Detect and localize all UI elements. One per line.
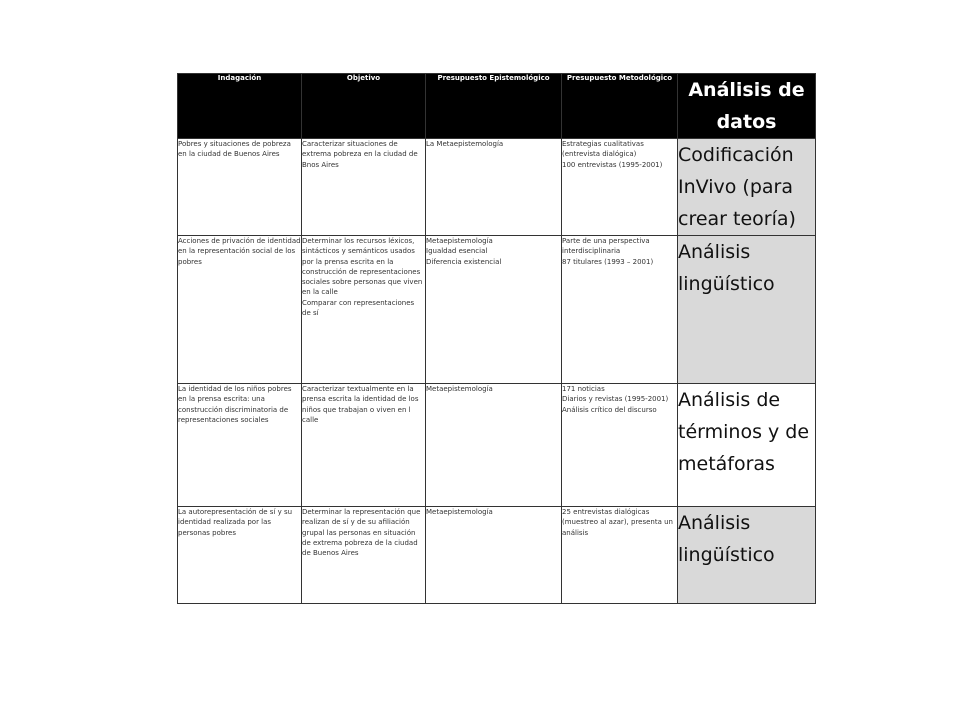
header-indagacion: Indagación	[178, 74, 302, 139]
cell-indagacion: La autorepresentación de sí y su identidad realizada por las personas pobres	[178, 507, 302, 604]
header-objetivo: Objetivo	[302, 74, 426, 139]
cell-epistemologico: Metaepistemología	[426, 507, 562, 604]
cell-objetivo: Caracterizar situaciones de extrema pobreza en la ciudad de Bnos Aires	[302, 139, 426, 236]
cell-indagacion: Pobres y situaciones de pobreza en la ciudad de Buenos Aires	[178, 139, 302, 236]
header-metodologico: Presupuesto Metodológico	[562, 74, 678, 139]
header-row	[178, 74, 816, 139]
cell-indagacion: La identidad de los niños pobres en la prensa escrita: una construcción discriminatoria de representaciones sociales	[178, 384, 302, 507]
cell-metodologico: Parte de una perspectiva interdisciplinaria 87 titulares (1993 – 2001)	[562, 236, 678, 384]
cell-epistemologico: Metaepistemología	[426, 384, 562, 507]
cell-metodologico: 25 entrevistas dialógicas (muestreo al azar), presenta un análisis	[562, 507, 678, 604]
header-epistemologico: Presupuesto Epistemológico	[426, 74, 562, 139]
research-table	[177, 73, 816, 604]
cell-objetivo: Determinar los recursos léxicos, sintácticos y semánticos usados por la prensa escrita en la construcción de representaciones sociales sobre personas que viven en la calle Comparar con representaciones de sí	[302, 236, 426, 384]
cell-objetivo: Determinar la representación que realizan de sí y de su afiliación grupal las personas en situación de extrema pobreza de la ciudad de Buenos Aires	[302, 507, 426, 604]
table-row	[178, 236, 816, 384]
table-row	[178, 507, 816, 604]
cell-analisis: Análisis de términos y de metáforas	[678, 384, 816, 507]
cell-indagacion: Acciones de privación de identidad en la representación social de los pobres	[178, 236, 302, 384]
cell-metodologico: 171 noticias Diarios y revistas (1995-2001) Análisis crítico del discurso	[562, 384, 678, 507]
cell-analisis: Análisis lingüístico	[678, 507, 816, 604]
header-analisis: Análisis de datos	[678, 74, 816, 139]
cell-analisis: Codificación InVivo (para crear teoría)	[678, 139, 816, 236]
cell-epistemologico: Metaepistemología Igualdad esencial Diferencia existencial	[426, 236, 562, 384]
table-row	[178, 384, 816, 507]
cell-metodologico: Estrategias cualitativas (entrevista dialógica) 100 entrevistas (1995-2001)	[562, 139, 678, 236]
cell-objetivo: Caracterizar textualmente en la prensa escrita la identidad de los niños que trabajan o viven en l calle	[302, 384, 426, 507]
cell-epistemologico: La Metaepistemología	[426, 139, 562, 236]
table-row	[178, 139, 816, 236]
cell-analisis: Análisis lingüístico	[678, 236, 816, 384]
